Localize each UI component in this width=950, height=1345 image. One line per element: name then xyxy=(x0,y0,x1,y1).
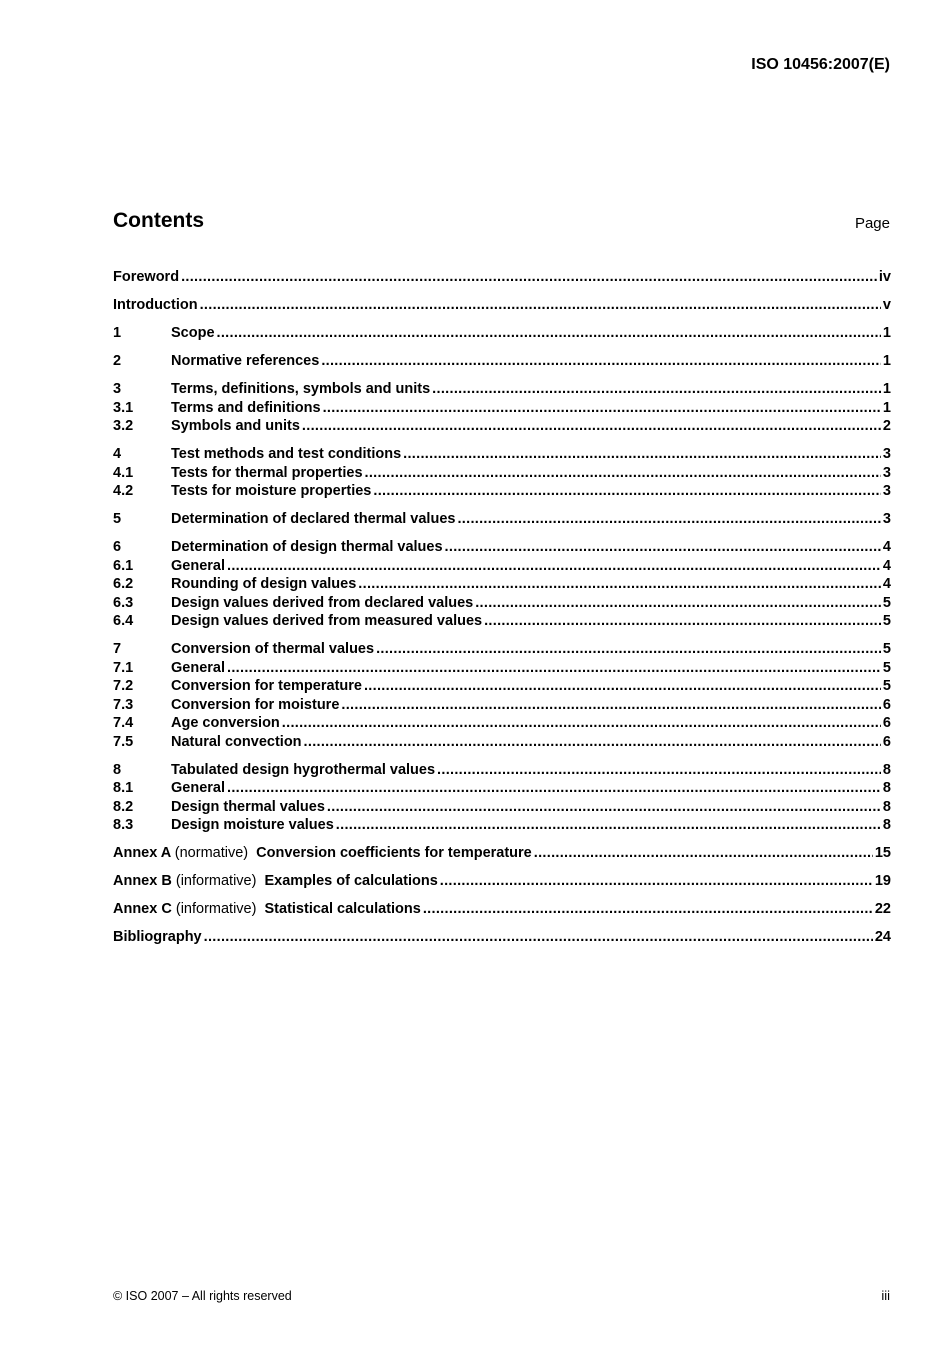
annex-label: Annex B xyxy=(113,873,172,889)
toc-entry-page: 2 xyxy=(882,418,891,434)
document-id: ISO 10456:2007(E) xyxy=(751,56,890,73)
toc-entry-number: 1 xyxy=(113,325,122,341)
toc-entry[interactable] xyxy=(113,352,891,371)
toc-entry[interactable] xyxy=(113,482,891,501)
toc-entry[interactable] xyxy=(113,445,891,464)
toc-entry-page: 4 xyxy=(882,576,891,592)
toc-entry[interactable] xyxy=(113,557,891,576)
toc-entry-page: 5 xyxy=(882,641,891,657)
toc-entry-title: Design values derived from measured values xyxy=(171,613,483,629)
dot-leader xyxy=(364,677,881,696)
toc-entry-number: 7.4 xyxy=(113,715,134,731)
toc-entry-title: Scope xyxy=(171,325,215,341)
page-number: iii xyxy=(881,1288,890,1303)
toc-entry-title: Natural convection xyxy=(171,733,302,750)
toc-entry-number: 7 xyxy=(113,641,122,657)
dot-leader xyxy=(445,538,881,557)
dot-leader xyxy=(323,399,881,418)
toc-entry-title: Tabulated design hygrothermal values xyxy=(171,761,436,778)
toc-entry[interactable] xyxy=(113,900,891,919)
toc-entry-title: Tests for moisture properties xyxy=(171,483,372,499)
toc-entry-title: Bibliography xyxy=(113,929,202,945)
dot-leader xyxy=(200,296,881,315)
toc-entry[interactable] xyxy=(113,399,891,418)
toc-entry-page: 8 xyxy=(882,780,891,796)
dot-leader xyxy=(227,659,881,678)
toc-entry-title: Conversion for temperature xyxy=(171,678,362,694)
toc-entry-title: Determination of declared thermal values xyxy=(171,511,456,527)
annex-title: Statistical calculations xyxy=(264,901,421,917)
toc-entry-page: 6 xyxy=(882,696,891,713)
toc-entry[interactable] xyxy=(113,798,891,817)
toc-entry-page: iv xyxy=(878,269,891,285)
toc-entry-page: 1 xyxy=(882,353,891,369)
toc-entry-number: 7.5 xyxy=(113,733,134,750)
toc-entry-page: v xyxy=(882,297,891,313)
toc-entry-number: 8 xyxy=(113,761,122,778)
toc-entry-number: 2 xyxy=(113,353,122,369)
annex-label: Annex C xyxy=(113,901,172,917)
dot-leader xyxy=(432,380,881,399)
toc-entry-number: 8.3 xyxy=(113,817,134,833)
toc-entry-number: 4.1 xyxy=(113,464,134,481)
dot-leader xyxy=(440,872,873,891)
dot-leader xyxy=(373,482,881,501)
dot-leader xyxy=(227,779,881,798)
toc-entry-page: 3 xyxy=(882,464,891,481)
toc-entry-title: Design moisture values xyxy=(171,817,334,833)
dot-leader xyxy=(327,798,881,817)
toc-entry[interactable] xyxy=(113,816,891,835)
toc-entry-number: 8.2 xyxy=(113,798,134,815)
dot-leader xyxy=(282,714,881,733)
toc-entry-page: 3 xyxy=(882,511,891,527)
dot-leader xyxy=(302,417,881,436)
toc-entry[interactable] xyxy=(113,696,891,715)
dot-leader xyxy=(403,445,881,464)
annex-title: Conversion coefficients for temperature xyxy=(256,845,532,861)
toc-entry-page: 4 xyxy=(882,557,891,574)
toc-entry[interactable] xyxy=(113,733,891,752)
dot-leader xyxy=(181,268,877,287)
toc-entry-number: 6.1 xyxy=(113,557,134,574)
toc-entry-number: 7.2 xyxy=(113,678,134,694)
dot-leader xyxy=(358,575,881,594)
toc-entry-number: 3 xyxy=(113,381,122,397)
toc-entry[interactable] xyxy=(113,928,891,947)
toc-entry[interactable] xyxy=(113,714,891,733)
table-of-contents xyxy=(113,268,891,947)
dot-leader xyxy=(534,844,873,863)
toc-entry[interactable] xyxy=(113,380,891,399)
toc-entry[interactable] xyxy=(113,844,891,863)
toc-entry-number: 3.1 xyxy=(113,399,134,416)
toc-entry-title: Test methods and test conditions xyxy=(171,446,402,462)
toc-entry-page: 8 xyxy=(882,817,891,833)
annex-title: Examples of calculations xyxy=(264,873,438,889)
toc-entry-number: 6.4 xyxy=(113,613,134,629)
toc-entry-page: 1 xyxy=(882,399,891,416)
toc-entry[interactable] xyxy=(113,659,891,678)
toc-entry[interactable] xyxy=(113,575,891,594)
toc-entry[interactable] xyxy=(113,324,891,343)
annex-label: Annex A xyxy=(113,845,171,861)
toc-entry-title: General xyxy=(171,780,225,796)
toc-entry-page: 15 xyxy=(874,845,891,861)
toc-entry[interactable] xyxy=(113,761,891,780)
toc-entry-number: 4.2 xyxy=(113,483,134,499)
toc-entry-title: Foreword xyxy=(113,269,180,285)
dot-leader xyxy=(437,761,881,780)
toc-entry-title: Design values derived from declared values xyxy=(171,594,474,611)
toc-entry-number: 6.2 xyxy=(113,576,134,592)
toc-entry[interactable] xyxy=(113,594,891,613)
toc-entry-title: Introduction xyxy=(113,297,198,313)
toc-entry-number: 8.1 xyxy=(113,780,134,796)
toc-entry-number: 6.3 xyxy=(113,594,134,611)
toc-entry[interactable] xyxy=(113,612,891,631)
toc-entry-page: 24 xyxy=(874,929,891,945)
dot-leader xyxy=(227,557,881,576)
dot-leader xyxy=(457,510,880,529)
toc-entry[interactable] xyxy=(113,268,891,287)
dot-leader xyxy=(376,640,881,659)
toc-entry[interactable] xyxy=(113,640,891,659)
toc-entry-number: 4 xyxy=(113,446,122,462)
toc-entry-title: Rounding of design values xyxy=(171,576,357,592)
contents-heading: Contents xyxy=(113,209,204,232)
toc-entry-page: 5 xyxy=(882,594,891,611)
toc-entry[interactable] xyxy=(113,872,891,891)
toc-entry-page: 19 xyxy=(874,873,891,889)
copyright-notice: © ISO 2007 – All rights reserved xyxy=(113,1289,292,1303)
toc-entry-page: 5 xyxy=(882,659,891,676)
dot-leader xyxy=(204,928,873,947)
toc-entry-page: 22 xyxy=(874,901,891,917)
toc-entry[interactable] xyxy=(113,538,891,557)
toc-entry-page: 4 xyxy=(882,539,891,555)
toc-entry-title: General xyxy=(171,659,225,676)
toc-entry-number: 7.3 xyxy=(113,696,134,713)
toc-entry-title: General xyxy=(171,557,225,574)
toc-entry-page: 8 xyxy=(882,798,891,815)
toc-entry-number: 6 xyxy=(113,539,122,555)
page-column-label: Page xyxy=(854,215,890,232)
toc-entry-title xyxy=(113,900,421,919)
toc-entry-number: 7.1 xyxy=(113,659,134,676)
toc-entry-page: 3 xyxy=(882,446,891,462)
toc-entry-page: 1 xyxy=(882,381,891,397)
toc-entry-title: Terms, definitions, symbols and units xyxy=(171,381,431,397)
dot-leader xyxy=(217,324,881,343)
toc-entry-title: Design thermal values xyxy=(171,798,325,815)
toc-entry-page: 6 xyxy=(882,715,891,731)
toc-entry[interactable] xyxy=(113,510,891,529)
toc-entry-title: Age conversion xyxy=(171,715,280,731)
dot-leader xyxy=(484,612,881,631)
toc-entry[interactable] xyxy=(113,417,891,436)
toc-entry-title: Conversion for moisture xyxy=(171,696,340,713)
toc-entry[interactable] xyxy=(113,677,891,696)
toc-entry[interactable] xyxy=(113,296,891,315)
toc-entry-page: 1 xyxy=(882,325,891,341)
toc-entry-page: 5 xyxy=(882,613,891,629)
toc-entry[interactable] xyxy=(113,779,891,798)
toc-entry-page: 3 xyxy=(882,483,891,499)
dot-leader xyxy=(336,816,881,835)
toc-entry-page: 8 xyxy=(882,761,891,778)
dot-leader xyxy=(304,733,881,752)
toc-entry-title: Symbols and units xyxy=(171,418,300,434)
dot-leader xyxy=(321,352,881,371)
toc-entry-title: Normative references xyxy=(171,353,320,369)
annex-type: (informative) xyxy=(175,901,257,917)
toc-entry-page: 5 xyxy=(882,678,891,694)
toc-entry-title: Conversion of thermal values xyxy=(171,641,375,657)
toc-entry-title xyxy=(113,872,438,891)
dot-leader xyxy=(341,696,881,715)
dot-leader xyxy=(365,464,881,483)
annex-type: (informative) xyxy=(175,873,257,889)
toc-entry[interactable] xyxy=(113,464,891,483)
toc-entry-title: Tests for thermal properties xyxy=(171,464,363,481)
toc-entry-page: 6 xyxy=(882,733,891,750)
toc-entry-title: Terms and definitions xyxy=(171,399,321,416)
toc-entry-number: 3.2 xyxy=(113,418,134,434)
dot-leader xyxy=(423,900,873,919)
toc-entry-number: 5 xyxy=(113,511,122,527)
dot-leader xyxy=(475,594,881,613)
toc-entry-title: Determination of design thermal values xyxy=(171,539,443,555)
annex-type: (normative) xyxy=(174,845,249,861)
toc-entry-title xyxy=(113,844,532,863)
